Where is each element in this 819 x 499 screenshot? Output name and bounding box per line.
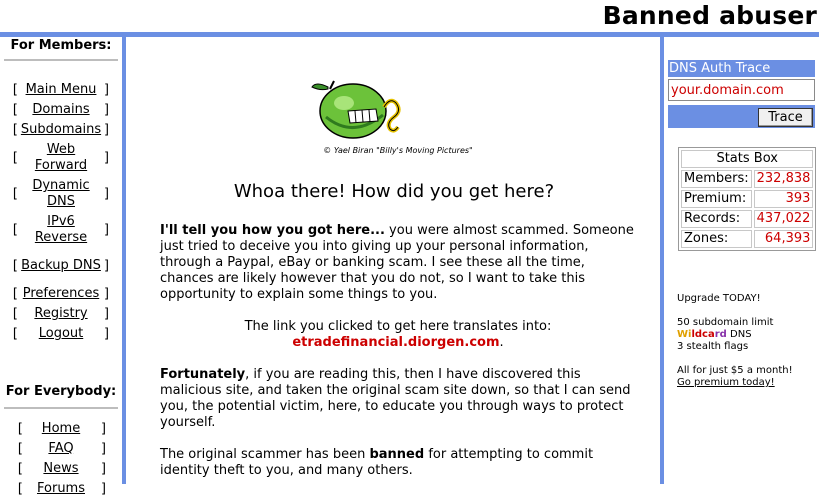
logout-link[interactable]: Logout <box>38 326 84 341</box>
page-header <box>0 0 819 32</box>
main-content <box>128 37 660 484</box>
members-menu-item: [ Domains ] <box>0 100 122 120</box>
left-sidebar <box>0 37 122 497</box>
scam-domain-text: etradefinancial.diorgen.com <box>292 335 500 350</box>
forums-link[interactable]: Forums <box>37 481 85 496</box>
registry-link[interactable]: Registry <box>34 306 88 321</box>
members-section-title: For Members: <box>10 38 112 53</box>
backup-dns-link[interactable]: Backup DNS <box>21 258 101 273</box>
faq-link[interactable]: FAQ <box>48 441 74 456</box>
members-menu-item: [ Dynamic DNS ] <box>0 176 122 212</box>
pricing <box>677 365 793 389</box>
dns-trace-title: DNS Auth Trace <box>668 60 815 77</box>
link-paragraph: The link you clicked to get here translates into: etradefinancial.diorgen.com. <box>244 319 552 350</box>
price-text: All for just $5 a month! <box>677 365 793 376</box>
fortunately-text: , if you are reading this, then I have discovered this malicious site, and taken the original scam site down, so that I can send you, the potential victim, here, to educate you through ways to protect yourself. <box>160 367 631 430</box>
news-link[interactable]: News <box>43 461 79 476</box>
headline: Whoa there! How did you get here? <box>233 181 555 202</box>
upgrade-text: Upgrade TODAY! <box>677 293 761 304</box>
go-premium-link[interactable]: Go premium today! <box>677 377 775 388</box>
stats-value: 437,022 <box>754 210 814 228</box>
right-sidebar <box>664 37 819 484</box>
members-menu-item: [ Registry ] <box>0 304 122 324</box>
left-divider <box>122 37 126 484</box>
members-menu-item: [ Web Forward ] <box>0 140 122 176</box>
intro-text: you were almost scammed. Someone just tried to deceive you into giving up your personal information, through a Paypal, eBay or banking scam. I see these all the time, chances are likely however that you do not, so I want to take this opportunity to explain some things to you. <box>160 223 634 302</box>
everybody-menu-item: [ News ] <box>0 459 122 479</box>
stats-box <box>678 147 816 251</box>
web-forward-link[interactable]: Web Forward <box>34 142 88 173</box>
members-divider <box>4 59 118 61</box>
stats-label: Records: <box>681 210 752 228</box>
banned-paragraph: The original scammer has been banned for attempting to commit identity theft to you, and many others. <box>160 447 594 478</box>
everybody-divider <box>4 407 118 409</box>
dynamic-dns-link[interactable]: Dynamic DNS <box>32 178 90 209</box>
stats-label: Zones: <box>681 230 752 248</box>
stats-value: 232,838 <box>754 170 814 188</box>
stats-label: Members: <box>681 170 752 188</box>
stats-label: Premium: <box>681 190 752 208</box>
members-menu-item: [ Preferences ] <box>0 284 122 304</box>
link-intro-text: The link you clicked to get here translates into: <box>244 319 552 334</box>
stats-row <box>681 210 813 228</box>
wildcard-dns-text: Wildcard DNS <box>677 329 752 340</box>
members-menu <box>0 80 122 344</box>
stealth-flags-text: 3 stealth flags <box>677 341 749 352</box>
premium-features <box>677 317 773 353</box>
everybody-menu <box>0 419 122 499</box>
intro-paragraph <box>160 223 636 303</box>
subdomain-limit-text: 50 subdomain limit <box>677 317 774 328</box>
banned-bold: banned <box>369 447 425 462</box>
stats-row <box>681 170 813 188</box>
fortunately-bold: Fortunately <box>160 367 246 382</box>
members-menu-item: [ Logout ] <box>0 324 122 344</box>
everybody-menu-item: [ Forums ] <box>0 479 122 499</box>
dns-domain-input[interactable] <box>668 79 815 101</box>
domains-link[interactable]: Domains <box>32 102 90 117</box>
everybody-menu-item: [ Home ] <box>0 419 122 439</box>
trace-button[interactable]: Trace <box>758 108 813 127</box>
members-menu-item: [ IPv6 Reverse ] <box>0 212 122 248</box>
page-title: Banned abuser <box>602 1 817 30</box>
intro-bold: I'll tell you how you got here... <box>160 223 385 238</box>
stats-value: 393 <box>754 190 814 208</box>
fortunately-paragraph <box>160 367 636 431</box>
members-menu-item: [ Main Menu ] <box>0 80 122 100</box>
logo-caption: © Yael Biran "Billy's Moving Pictures" <box>323 146 473 155</box>
everybody-menu-item: [ FAQ ] <box>0 439 122 459</box>
members-menu-item: [ Backup DNS ] <box>0 248 122 284</box>
everybody-section-title: For Everybody: <box>5 384 117 399</box>
stats-row <box>681 230 813 248</box>
home-link[interactable]: Home <box>41 421 81 436</box>
stats-title: Stats Box <box>681 150 813 168</box>
stats-value: 64,393 <box>754 230 814 248</box>
subdomains-link[interactable]: Subdomains <box>20 122 102 137</box>
preferences-link[interactable]: Preferences <box>22 286 100 301</box>
members-menu-item: [ Subdomains ] <box>0 120 122 140</box>
stats-row <box>681 190 813 208</box>
ipv6-reverse-link[interactable]: IPv6 Reverse <box>34 214 88 245</box>
main-menu-link[interactable]: Main Menu <box>25 82 97 97</box>
